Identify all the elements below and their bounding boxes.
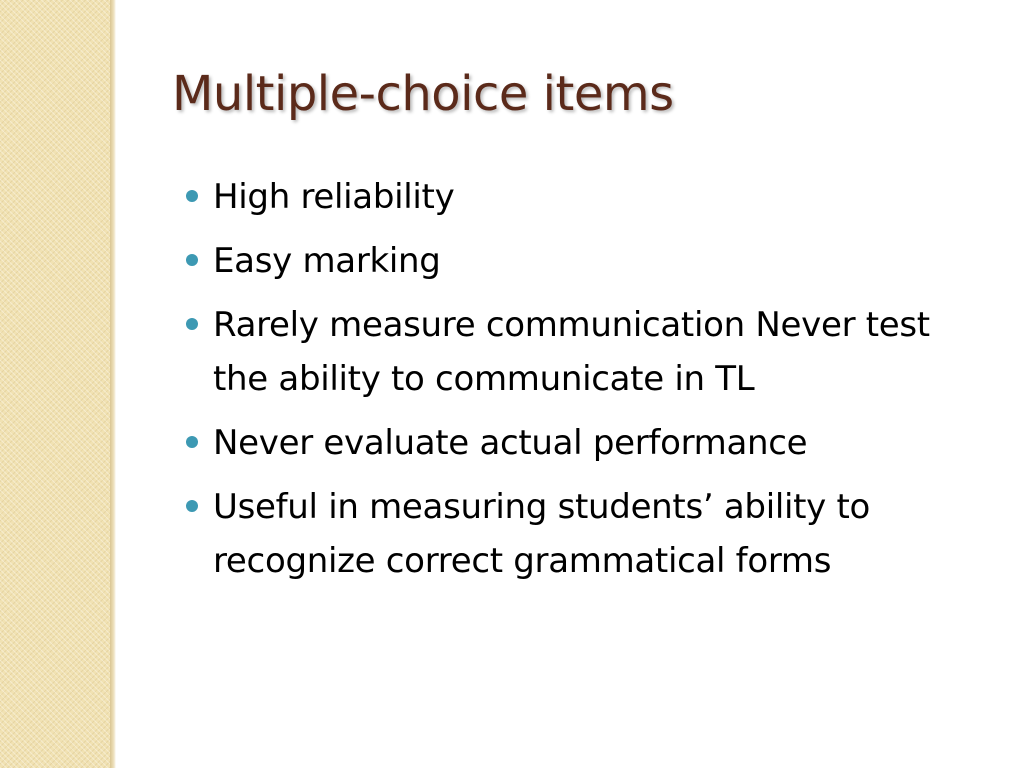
round-bullet-icon <box>186 318 198 330</box>
bullet-text: Easy marking <box>213 241 441 281</box>
round-bullet-icon <box>186 436 198 448</box>
bullet-text: Useful in measuring students’ ability to recognize correct grammatical forms <box>213 487 871 581</box>
bullet-item <box>186 298 946 406</box>
bullet-list <box>186 170 946 598</box>
bullet-text: Rarely measure communication Never test the ability to communicate in TL <box>213 305 930 399</box>
round-bullet-icon <box>186 254 198 266</box>
round-bullet-icon <box>186 190 198 202</box>
round-bullet-icon <box>186 500 198 512</box>
sidebar-edge <box>110 0 116 768</box>
bullet-item <box>186 170 946 224</box>
bullet-text: Never evaluate actual performance <box>213 423 808 463</box>
bullet-item <box>186 480 946 588</box>
decorative-sidebar <box>0 0 110 768</box>
slide-title: Multiple-choice items <box>172 66 674 122</box>
bullet-item <box>186 234 946 288</box>
bullet-text: High reliability <box>213 177 455 217</box>
bullet-item <box>186 416 946 470</box>
